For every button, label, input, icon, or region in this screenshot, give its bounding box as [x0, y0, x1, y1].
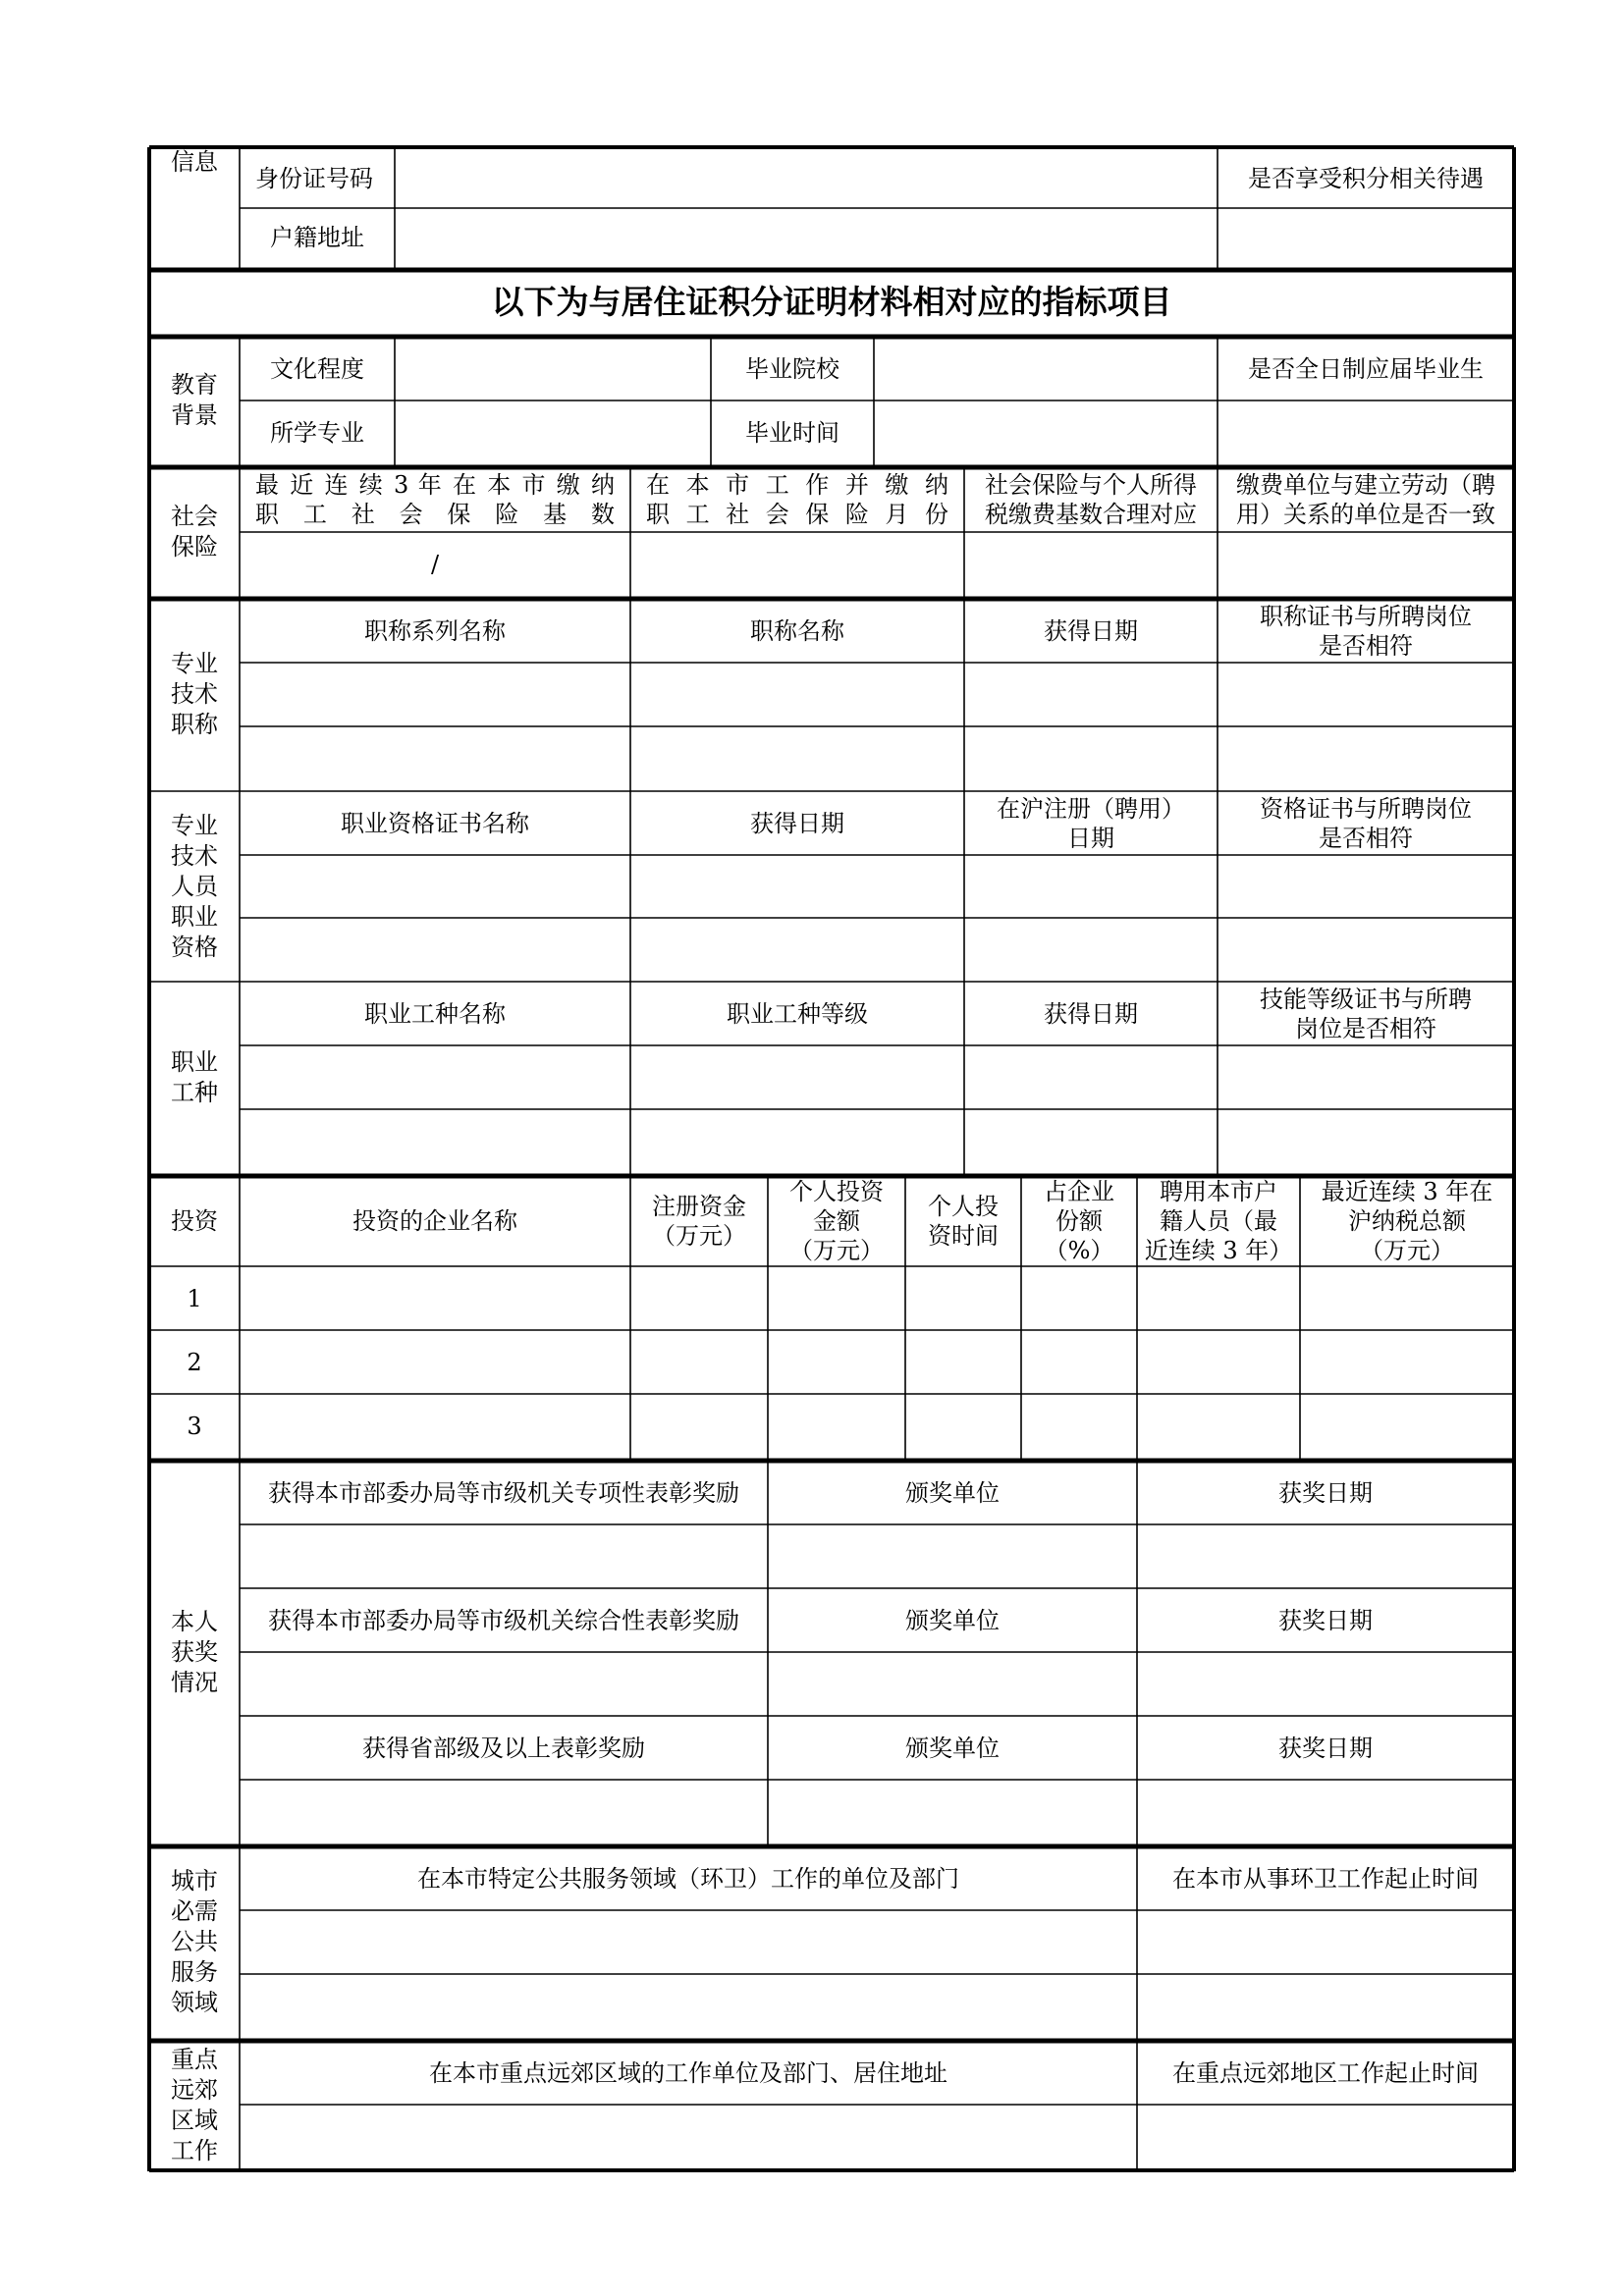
- special-award-header: 获得本市部委办局等市级机关专项性表彰奖励: [268, 1478, 739, 1507]
- provincial-award-issuer-header: 颁奖单位: [905, 1734, 1000, 1762]
- vocation-level-header: 职业工种等级: [727, 999, 868, 1028]
- enjoy-points-field[interactable]: [1218, 208, 1514, 267]
- education-section-label: 教育 背景: [171, 371, 218, 429]
- remote-period-header: 在重点远郊地区工作起止时间: [1172, 2058, 1479, 2087]
- sanitation-period-header: 在本市从事环卫工作起止时间: [1172, 1864, 1479, 1893]
- registered-capital-header: 注册资金 （万元）: [652, 1193, 746, 1250]
- hukou-address-label: 户籍地址: [270, 224, 364, 251]
- indicators-title: 以下为与居住证积分证明材料相对应的指标项目: [491, 282, 1172, 321]
- comprehensive-award-header: 获得本市部委办局等市级机关综合性表彰奖励: [268, 1606, 739, 1634]
- qualification-registration-header: 在沪注册（聘用） 日期: [997, 794, 1185, 852]
- insurance-months-header: 在 本 市 工 作 并 缴 纳 职 工 社 会 保 险 月 份: [646, 471, 948, 528]
- investment-section-label: 投资: [171, 1207, 218, 1235]
- title-name-header: 职称名称: [750, 616, 844, 645]
- comprehensive-award-date-header: 获奖日期: [1278, 1606, 1373, 1634]
- comprehensive-award-issuer-header: 颁奖单位: [905, 1606, 1000, 1634]
- fulltime-label: 是否全日制应届毕业生: [1248, 354, 1484, 383]
- id-number-field[interactable]: [395, 149, 1218, 208]
- degree-label: 文化程度: [270, 354, 364, 383]
- insurance-base-header: 最 近 连 续 3 年 在 本 市 缴 纳 职 工 社 会 保 险 基 数: [255, 471, 615, 528]
- investment-time-header: 个人投 资时间: [928, 1193, 999, 1250]
- insurance-tax-match-header: 社会保险与个人所得 税缴费基数合理对应: [985, 471, 1197, 528]
- qualification-cert-header: 职业资格证书名称: [341, 809, 529, 837]
- enjoy-points-label: 是否享受积分相关待遇: [1248, 165, 1484, 192]
- title-match-header: 职称证书与所聘岗位 是否相符: [1260, 602, 1472, 660]
- hukou-address-field[interactable]: [395, 208, 1218, 267]
- personal-section-label: 信息: [171, 148, 218, 176]
- professional-title-section-label: 专业 技术 职称: [171, 649, 218, 738]
- major-field[interactable]: [395, 400, 711, 464]
- insurance-months-field[interactable]: [630, 532, 964, 596]
- employer-consistency-header: 缴费单位与建立劳动（聘 用）关系的单位是否一致: [1236, 471, 1495, 528]
- major-label: 所学专业: [270, 418, 364, 447]
- qualification-date-header: 获得日期: [750, 809, 844, 837]
- share-percent-header: 占企业 份额 （%）: [1044, 1178, 1114, 1264]
- social-insurance-section-label: 社会 保险: [171, 502, 218, 561]
- title-series-header: 职称系列名称: [364, 616, 506, 645]
- qualification-match-header: 资格证书与所聘岗位 是否相符: [1260, 794, 1472, 852]
- personal-investment-header: 个人投资 金额 （万元）: [789, 1178, 884, 1264]
- remote-unit-header: 在本市重点远郊区域的工作单位及部门、居住地址: [429, 2058, 947, 2087]
- investment-row-number: 3: [187, 1412, 202, 1440]
- grad-time-field[interactable]: [874, 400, 1218, 464]
- vocation-name-header: 职业工种名称: [364, 999, 506, 1028]
- special-award-issuer-header: 颁奖单位: [905, 1478, 1000, 1507]
- vocational-section-label: 职业 工种: [171, 1047, 218, 1106]
- insurance-tax-match-field[interactable]: [964, 532, 1218, 596]
- provincial-award-date-header: 获奖日期: [1278, 1734, 1373, 1762]
- qualification-section-label: 专业 技术 人员 职业 资格: [171, 811, 218, 961]
- provincial-award-header: 获得省部级及以上表彰奖励: [362, 1734, 645, 1762]
- grad-time-label: 毕业时间: [745, 418, 839, 447]
- sanitation-unit-header: 在本市特定公共服务领域（环卫）工作的单位及部门: [417, 1864, 959, 1893]
- vocation-match-header: 技能等级证书与所聘 岗位是否相符: [1260, 985, 1472, 1042]
- public-service-section-label: 城市 必需 公共 服务 领域: [171, 1867, 218, 2016]
- id-number-label: 身份证号码: [255, 165, 373, 192]
- tax-total-header: 最近连续 3 年在 沪纳税总额 （万元）: [1321, 1178, 1493, 1264]
- fulltime-field[interactable]: [1218, 400, 1514, 464]
- employer-consistency-field[interactable]: [1218, 532, 1514, 596]
- title-date-header: 获得日期: [1044, 616, 1138, 645]
- vocation-date-header: 获得日期: [1044, 999, 1138, 1028]
- awards-section-label: 本人 获奖 情况: [171, 1607, 218, 1696]
- insurance-base-value[interactable]: /: [430, 550, 440, 578]
- local-employees-header: 聘用本市户 籍人员（最 近连续 3 年）: [1144, 1178, 1293, 1264]
- investment-row-number: 1: [187, 1284, 202, 1312]
- investment-row-number: 2: [187, 1348, 202, 1376]
- school-label: 毕业院校: [745, 354, 839, 383]
- company-name-header: 投资的企业名称: [352, 1207, 517, 1235]
- school-field[interactable]: [874, 337, 1218, 400]
- degree-field[interactable]: [395, 337, 711, 400]
- special-award-date-header: 获奖日期: [1278, 1478, 1373, 1507]
- remote-area-section-label: 重点 远郊 区域 工作: [171, 2045, 218, 2164]
